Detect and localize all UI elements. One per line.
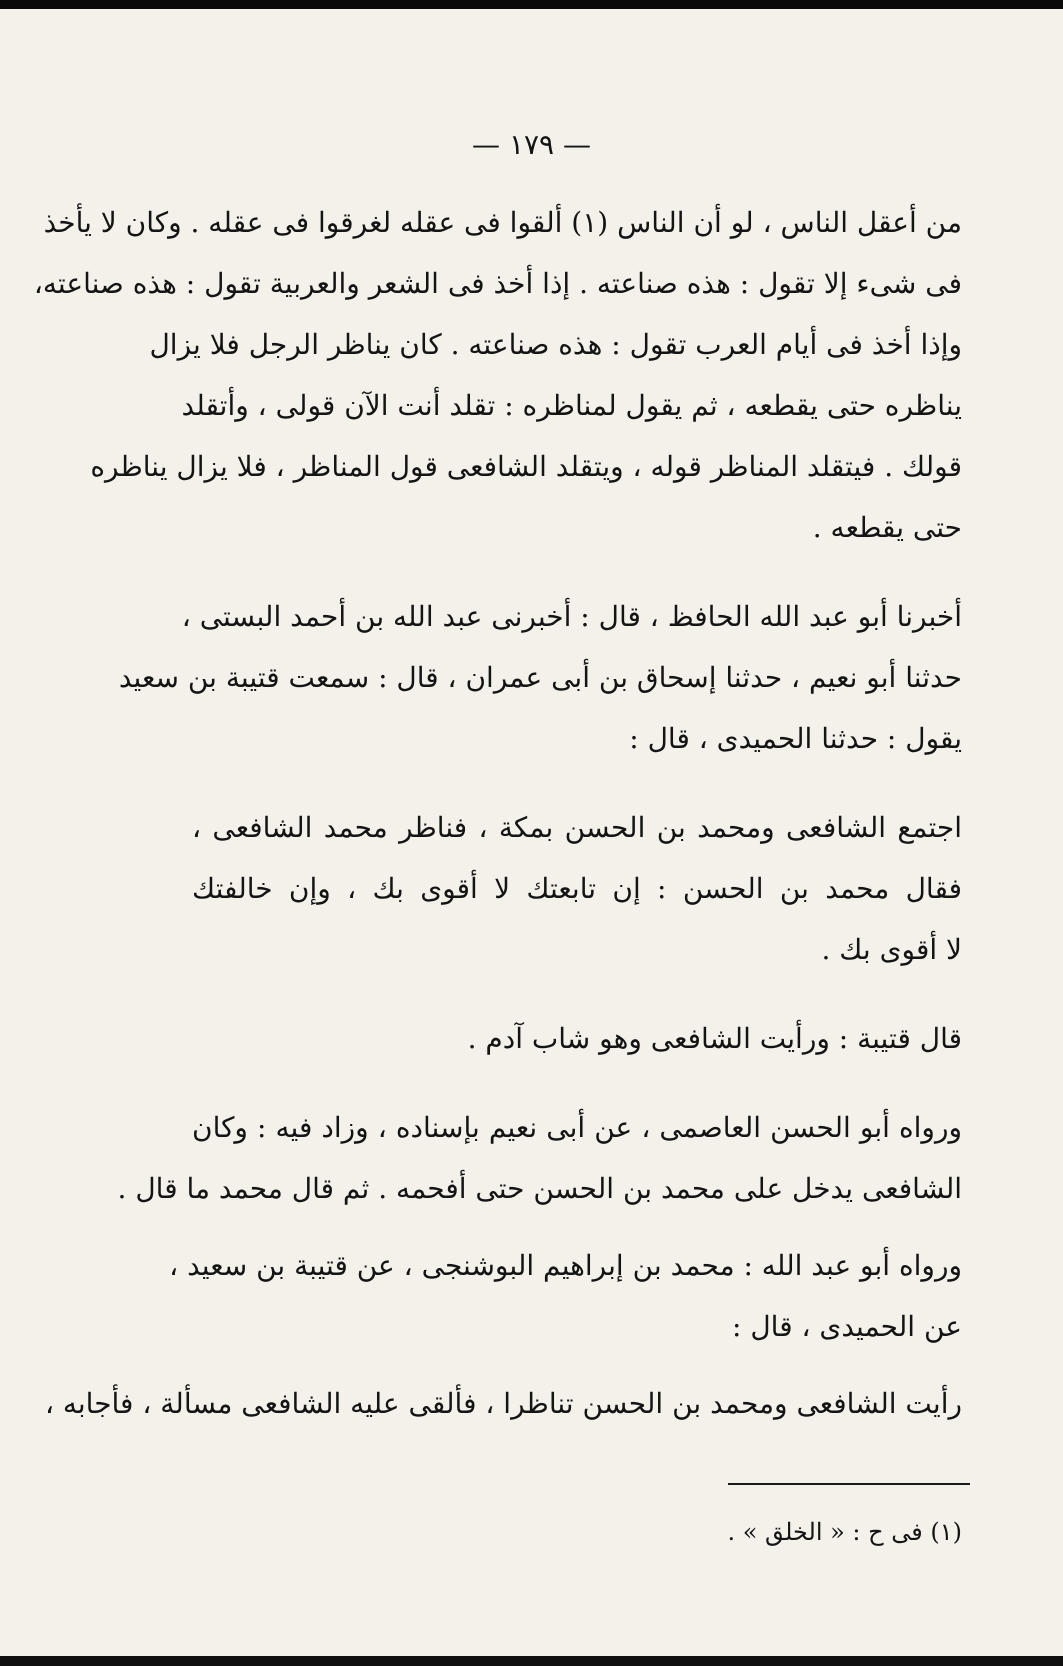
text-line: ورواه أبو عبد الله : محمد بن إبراهيم البوشنجى ، عن قتيبة بن سعيد ، [169, 1249, 962, 1282]
text-line: لا أقوى بك . [821, 933, 962, 966]
text-line: من أعقل الناس ، لو أن الناس (١) ألقوا فى عقله لغرقوا فى عقله . وكان لا يأخذ [43, 206, 962, 239]
footnote-divider [728, 1483, 970, 1485]
paragraph-2 [118, 586, 962, 769]
paragraph-4 [192, 1008, 962, 1069]
paragraph-1 [33, 192, 962, 558]
paragraph-6 [169, 1235, 962, 1357]
text-line: ورواه أبو الحسن العاصمى ، عن أبى نعيم بإسناده ، وزاد فيه : وكان [192, 1111, 962, 1144]
text-line: أخبرنا أبو عبد الله الحافظ ، قال : أخبرنى عبد الله بن أحمد البستى ، [181, 600, 962, 633]
page-number: — ١٧٩ — [472, 128, 591, 161]
text-line: فقال محمد بن الحسن : إن تابعتك لا أقوى بك ، وإن خالفتك [192, 872, 962, 905]
text-line: قولك . فيتقلد المناظر قوله ، ويتقلد الشافعى قول المناظر ، فلا يزال يناظره [90, 450, 962, 483]
text-line: الشافعى يدخل على محمد بن الحسن حتى أفحمه . ثم قال محمد ما قال . [117, 1172, 962, 1205]
text-line: حتى يقطعه . [812, 511, 962, 544]
bottom-scan-border [0, 1656, 1063, 1666]
paragraph-5 [117, 1097, 962, 1219]
text-line: يقول : حدثنا الحميدى ، قال : [629, 722, 962, 755]
footnote: (١) فى ح : « الخلق » . [727, 1518, 962, 1546]
paragraph-3 [192, 797, 962, 980]
text-line: قال قتيبة : ورأيت الشافعى وهو شاب آدم . [467, 1022, 962, 1055]
text-line: عن الحميدى ، قال : [732, 1310, 962, 1343]
text-line: حدثنا أبو نعيم ، حدثنا إسحاق بن أبى عمران ، قال : سمعت قتيبة بن سعيد [118, 661, 962, 694]
text-line: يناظره حتى يقطعه ، ثم يقول لمناظره : تقلد أنت الآن قولى ، وأتقلد [181, 389, 962, 422]
text-line: رأيت الشافعى ومحمد بن الحسن تناظرا ، فألقى عليه الشافعى مسألة ، فأجابه ، [44, 1387, 962, 1420]
main-text [33, 192, 962, 1434]
text-line: وإذا أخذ فى أيام العرب تقول : هذه صناعته . كان يناظر الرجل فلا يزال [149, 328, 962, 361]
text-line: اجتمع الشافعى ومحمد بن الحسن بمكة ، فناظر محمد الشافعى ، [192, 811, 962, 844]
text-line: فى شىء إلا تقول : هذه صناعته . إذا أخذ فى الشعر والعربية تقول : هذه صناعته، [33, 267, 962, 300]
paragraph-7 [44, 1373, 962, 1434]
